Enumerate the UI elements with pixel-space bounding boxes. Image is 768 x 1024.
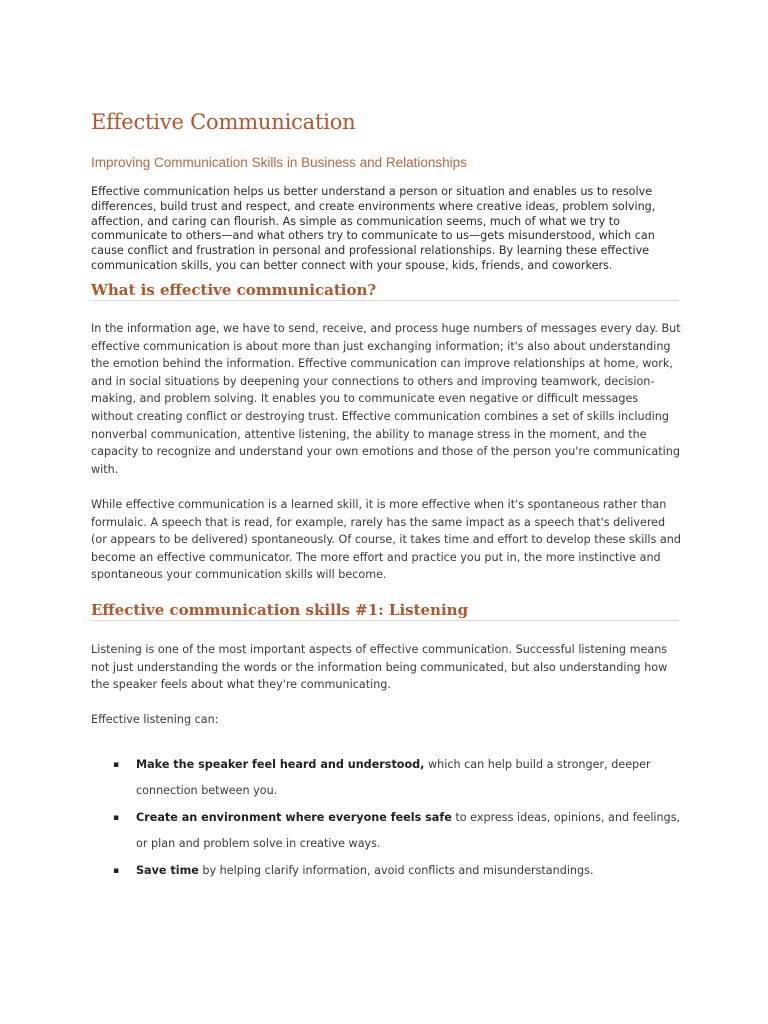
- section-divider: [91, 620, 679, 621]
- list-item-text: which can help build a stronger, deeper connection between you.: [136, 758, 651, 797]
- section-heading-listening: Effective communication skills #1: Listening: [91, 601, 469, 619]
- section-heading-what-is: What is effective communication?: [91, 281, 377, 299]
- section2-paragraph-2: Effective listening can:: [91, 713, 219, 726]
- list-item-text: by helping clarify information, avoid conflicts and misunderstandings.: [198, 864, 594, 877]
- list-item-text: to express ideas, opinions, and feelings, or plan and problem solve in creative ways.: [136, 811, 681, 850]
- list-item-bold: Make the speaker feel heard and understood,: [136, 758, 425, 771]
- bullet-icon: ▪: [113, 813, 120, 823]
- page-title: Effective Communication: [91, 110, 356, 134]
- section1-paragraph-1: In the information age, we have to send, receive, and process huge numbers of messages every day. But effective communication is about more than just exchanging information; it's also about understanding the emotion behind the information. Effective communication can improve relationships at home, work, and in social situations by deepening your connections to others and improving teamwork, decision-making, and problem solving. It enables you to communicate even negative or difficult messages without creating conflict or destroying trust. Effective communication combines a set of skills including nonverbal communication, attentive listening, the ability to manage stress in the moment, and the capacity to recognize and understand your own emotions and those of the person you're communicating with.: [91, 322, 681, 476]
- bullet-icon: ▪: [113, 760, 120, 770]
- page-subtitle: Improving Communication Skills in Business and Relationships: [91, 155, 467, 170]
- intro-paragraph: Effective communication helps us better understand a person or situation and enables us to resolve differences, build trust and respect, and create environments where creative ideas, problem solving, affection, and caring can flourish. As simple as communication seems, much of what we try to communicate to others—and what others try to communicate to us—gets misunderstood, which can cause conflict and frustration in personal and professional relationships. By learning these effective communication skills, you can better connect with your spouse, kids, friends, and coworkers.: [91, 185, 656, 272]
- list-item-bold: Save time: [136, 864, 199, 877]
- list-item: [91, 805, 681, 857]
- list-item-bold: Create an environment where everyone feels safe: [136, 811, 452, 824]
- listening-benefits-list: [91, 752, 681, 885]
- list-item: [91, 752, 681, 804]
- section2-paragraph-1: Listening is one of the most important aspects of effective communication. Successful listening means not just understanding the words or the information being communicated, but also understanding how the speaker feels about what they're communicating.: [91, 643, 668, 692]
- section1-paragraph-2: While effective communication is a learned skill, it is more effective when it's spontaneous rather than formulaic. A speech that is read, for example, rarely has the same impact as a speech that's delivered (or appears to be delivered) spontaneously. Of course, it takes time and effort to develop these skills and become an effective communicator. The more effort and practice you put in, the more instinctive and spontaneous your communication skills will become.: [91, 498, 681, 582]
- list-item: [91, 858, 681, 884]
- section-divider: [91, 300, 679, 301]
- bullet-icon: ▪: [113, 866, 120, 876]
